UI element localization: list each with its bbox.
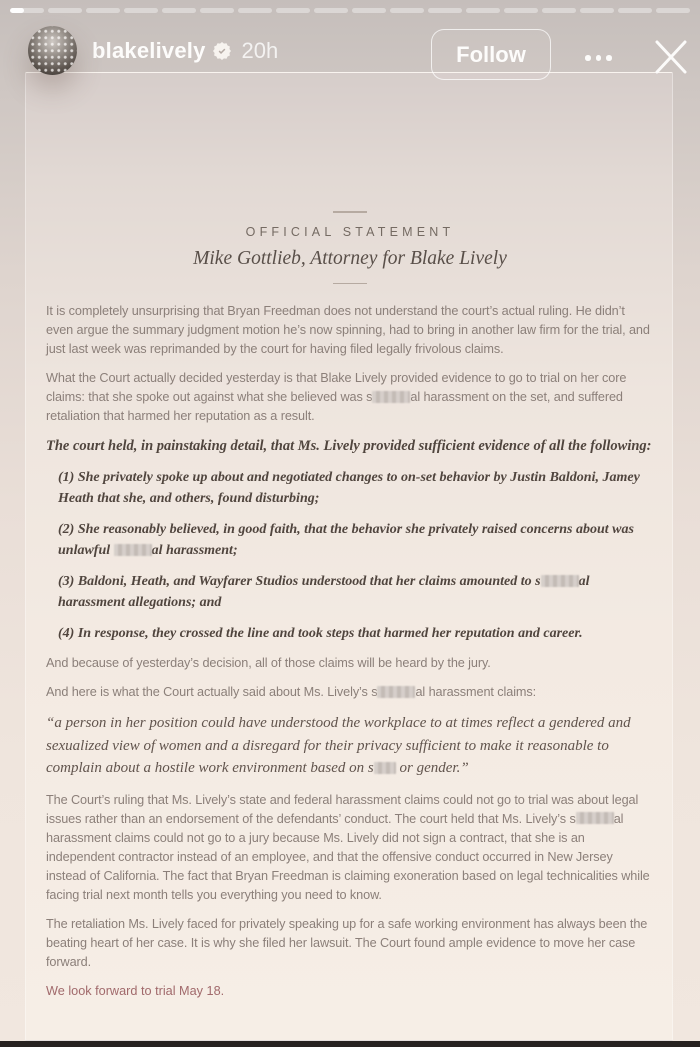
more-options-icon[interactable] [581, 51, 616, 65]
redaction-box [114, 544, 152, 556]
official-statement [26, 73, 672, 1001]
redaction-box [576, 812, 614, 824]
story-progress-segment[interactable] [390, 8, 424, 13]
statement-kicker: OFFICIAL STATEMENT [245, 224, 455, 239]
statement-paragraph: What the Court actually decided yesterday is that Blake Lively provided evidence to go to trial on her core claims: that she spoke out against what she believed was s al harassment on the set, and suffered retaliation that harmed her reputation as a result. [46, 371, 627, 423]
avatar-photo [28, 26, 77, 75]
close-icon[interactable] [649, 33, 693, 79]
story-progress-segment[interactable] [162, 8, 196, 13]
verified-badge-icon [213, 42, 231, 60]
statement-card [25, 72, 673, 1041]
statement-paragraph: The court held, in painstaking detail, that Ms. Lively provided sufficient evidence of all the following: [46, 438, 652, 454]
statement-paragraph: (3) Baldoni, Heath, and Wayfarer Studios understood that her claims amounted to s al harassment allegations; and [58, 574, 590, 610]
statement-paragraph: We look forward to trial May 18. [46, 983, 225, 998]
redaction-box [377, 686, 415, 698]
username[interactable]: blakelively [92, 37, 206, 63]
statement-body [46, 302, 654, 1001]
avatar[interactable] [28, 26, 77, 75]
statement-paragraph: And because of yesterday’s decision, all of those claims will be heard by the jury. [46, 656, 491, 670]
redaction-box [372, 391, 410, 403]
divider [333, 211, 367, 213]
story-progress-segment[interactable] [276, 8, 310, 13]
statement-paragraph: (2) She reasonably believed, in good faith, that the behavior she privately raised concerns about was unlawful al harassment; [58, 522, 634, 558]
story-header [28, 26, 278, 75]
statement-paragraph: The Court’s ruling that Ms. Lively’s state and federal harassment claims could not go to trial was about legal issues rather than an endorsement of the defendants’ conduct. The court held that Ms. Lively’s s al harassment claims could not go to a jury because Ms. Lively did not sign a contract, that she is an independent contractor instead of an employee, and that the offensive conduct occurred in New Jersey instead of California. The fact that Bryan Freedman is claiming exoneration based on legal technicalities while facing trial next month tells you everything you need to know. [46, 792, 650, 902]
statement-paragraph: (1) She privately spoke up about and negotiated changes to on-set behavior by Justin Baldoni, Jamey Heath that she, and others, found disturbing; [58, 470, 640, 506]
story-progress-segment[interactable] [656, 8, 690, 13]
statement-paragraph: “a person in her position could have understood the workplace to at times reflect a gendered and sexualized view of women and a disregard for their privacy sufficient to make it reasonable to complain about a hostile work environment based on s or gender.” [46, 715, 631, 776]
story-progress-fill [10, 8, 24, 13]
follow-button[interactable]: Follow [431, 29, 551, 80]
bottom-edge [0, 1041, 700, 1047]
story-progress-segment[interactable] [314, 8, 348, 13]
story-progress-segment[interactable] [542, 8, 576, 13]
story-progress-segment[interactable] [618, 8, 652, 13]
story-progress-segment[interactable] [352, 8, 386, 13]
story-progress-segment[interactable] [580, 8, 614, 13]
story-progress-segment[interactable] [86, 8, 120, 13]
story-progress-segment[interactable] [48, 8, 82, 13]
story-progress-segment[interactable] [238, 8, 272, 13]
story-progress-segment[interactable] [200, 8, 234, 13]
story-progress-segment[interactable] [428, 8, 462, 13]
story-progress-segment[interactable] [10, 8, 44, 13]
story-progress-segment[interactable] [124, 8, 158, 13]
divider [333, 283, 367, 285]
redaction-box [374, 762, 396, 774]
statement-paragraph: The retaliation Ms. Lively faced for privately speaking up for a safe working environment has always been the beating heart of her case. It is why she filed her lawsuit. The Court found ample evidence to move her case forward. [46, 916, 648, 969]
story-progress-segment[interactable] [504, 8, 538, 13]
story-timestamp: 20h [241, 37, 279, 63]
statement-paragraph: It is completely unsurprising that Bryan Freedman does not understand the court’s actual ruling. He didn’t even argue the summary judgment motion he’s now spinning, had to bring in another law firm for the trial, and just last week was reprimanded by the court for having filed legally frivolous claims. [46, 304, 650, 356]
redaction-box [541, 575, 579, 587]
story-progress-bar [10, 8, 690, 13]
story-progress-segment[interactable] [466, 8, 500, 13]
statement-paragraph: (4) In response, they crossed the line and took steps that harmed her reputation and career. [58, 626, 583, 641]
statement-title: Mike Gottlieb, Attorney for Blake Lively [193, 247, 507, 269]
statement-paragraph: And here is what the Court actually said about Ms. Lively’s s al harassment claims: [46, 685, 537, 699]
